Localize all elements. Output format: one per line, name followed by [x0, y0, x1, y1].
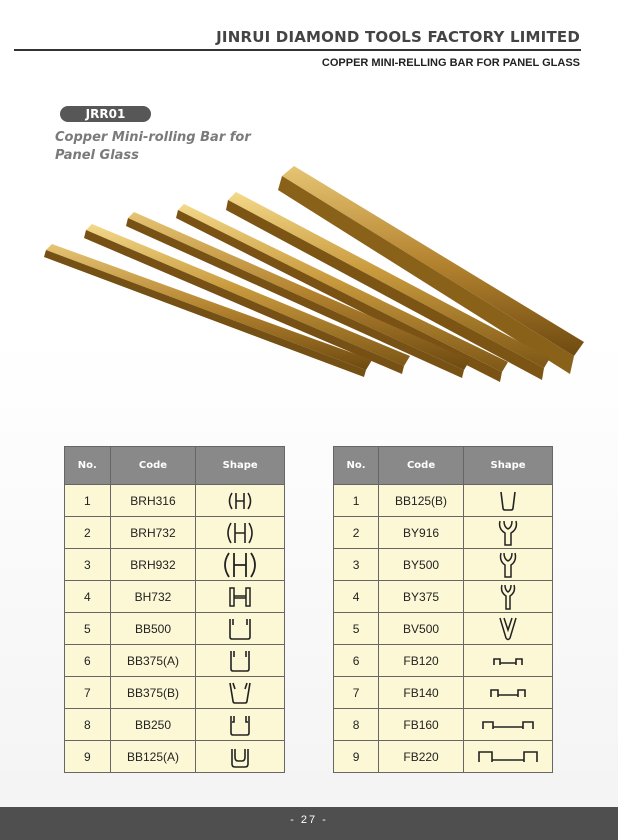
row-code: BB500 — [110, 613, 196, 645]
header-divider — [14, 49, 581, 51]
table-row — [65, 485, 285, 517]
table-row — [334, 485, 553, 517]
u-channel-lip-icon — [220, 649, 260, 673]
col-header-code: Code — [379, 447, 464, 485]
u-channel-lip-icon — [220, 617, 260, 641]
y-profile-icon — [488, 519, 528, 547]
company-name: JINRUI DIAMOND TOOLS FACTORY LIMITED — [216, 28, 580, 46]
table-row — [334, 709, 553, 741]
row-code: FB160 — [379, 709, 464, 741]
row-no: 2 — [65, 517, 111, 549]
row-no: 3 — [65, 549, 111, 581]
col-header-no: No. — [334, 447, 379, 485]
row-no: 1 — [334, 485, 379, 517]
col-header-shape: Shape — [196, 447, 285, 485]
row-code: BV500 — [379, 613, 464, 645]
spec-table-right — [333, 446, 553, 773]
row-no: 8 — [65, 709, 111, 741]
row-no: 7 — [65, 677, 111, 709]
flat-channel-medium-icon — [486, 685, 530, 701]
y-profile-narrow-icon — [488, 583, 528, 611]
row-no: 2 — [334, 517, 379, 549]
flat-channel-xlarge-icon — [476, 748, 540, 766]
row-code: FB220 — [379, 741, 464, 773]
row-no: 5 — [334, 613, 379, 645]
page-number: - 27 - — [290, 814, 328, 826]
row-code: BY916 — [379, 517, 464, 549]
table-row — [65, 581, 285, 613]
row-code: BB375(A) — [110, 645, 196, 677]
u-channel-lip-small-icon — [220, 745, 260, 769]
table-row — [65, 613, 285, 645]
y-profile-icon — [488, 551, 528, 579]
row-code: BRH932 — [110, 549, 196, 581]
row-code: BRH316 — [110, 485, 196, 517]
table-row — [334, 741, 553, 773]
row-no: 6 — [334, 645, 379, 677]
table-row — [334, 645, 553, 677]
row-code: BY375 — [379, 581, 464, 613]
table-row — [65, 677, 285, 709]
product-photo — [38, 160, 590, 390]
flat-channel-small-icon — [488, 653, 528, 669]
row-code: BRH732 — [110, 517, 196, 549]
table-row — [65, 517, 285, 549]
row-code: BY500 — [379, 549, 464, 581]
table-row — [334, 549, 553, 581]
u-channel-tapered-icon — [220, 681, 260, 705]
h-profile-flat-icon — [220, 585, 260, 609]
row-code: BH732 — [110, 581, 196, 613]
row-no: 7 — [334, 677, 379, 709]
page-footer — [0, 807, 618, 840]
row-code: BB250 — [110, 709, 196, 741]
product-title: Copper Mini-rolling Bar for Panel Glass — [55, 130, 251, 163]
row-no: 4 — [65, 581, 111, 613]
col-header-code: Code — [110, 447, 196, 485]
table-header-row — [334, 447, 553, 485]
row-code: BB125(B) — [379, 485, 464, 517]
v-profile-icon — [488, 616, 528, 642]
row-no: 9 — [334, 741, 379, 773]
page-subtitle: COPPER MINI-RELLING BAR FOR PANEL GLASS — [321, 57, 580, 69]
flat-channel-large-icon — [480, 717, 536, 733]
row-no: 3 — [334, 549, 379, 581]
row-no: 6 — [65, 645, 111, 677]
u-channel-icon — [488, 490, 528, 512]
row-no: 5 — [65, 613, 111, 645]
row-code: BB125(A) — [110, 741, 196, 773]
table-row — [334, 581, 553, 613]
table-header-row — [65, 447, 285, 485]
h-profile-medium-icon — [220, 521, 260, 545]
row-no: 8 — [334, 709, 379, 741]
row-code: FB120 — [379, 645, 464, 677]
table-row — [334, 677, 553, 709]
col-header-no: No. — [65, 447, 111, 485]
spec-table-left — [64, 446, 285, 773]
table-row — [65, 645, 285, 677]
row-no: 1 — [65, 485, 111, 517]
table-row — [65, 741, 285, 773]
h-profile-large-icon — [218, 551, 262, 579]
u-channel-lip-icon — [220, 713, 260, 737]
table-row — [65, 549, 285, 581]
row-no: 4 — [334, 581, 379, 613]
row-no: 9 — [65, 741, 111, 773]
row-code: FB140 — [379, 677, 464, 709]
table-row — [65, 709, 285, 741]
table-row — [334, 613, 553, 645]
row-code: BB375(B) — [110, 677, 196, 709]
h-profile-small-icon — [220, 490, 260, 512]
product-code-badge: JRR01 — [60, 106, 151, 122]
col-header-shape: Shape — [464, 447, 553, 485]
table-row — [334, 517, 553, 549]
